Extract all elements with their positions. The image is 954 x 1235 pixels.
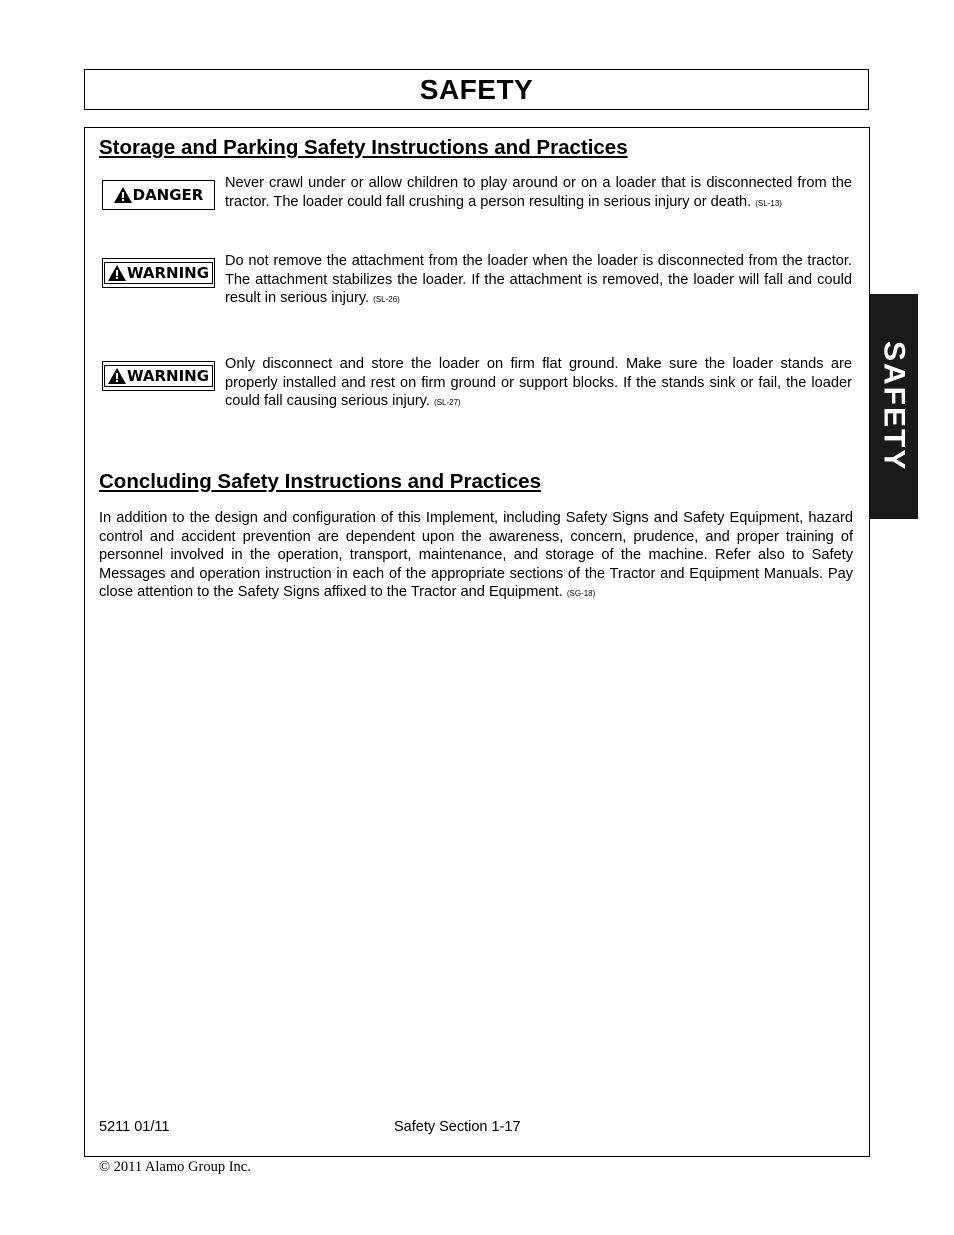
warning-message-attachment <box>225 252 852 310</box>
concluding-section-heading: Concluding Safety Instructions and Practices <box>99 470 541 493</box>
message-code: (SL-13) <box>755 198 782 208</box>
paragraph-code: (SG-18) <box>566 589 596 599</box>
message-text: Never crawl under or allow children to play around or on a loader that is disconnected from the tractor. The loader could fall crushing a person resulting in serious injury or death. <box>225 175 852 210</box>
message-code: (SL-26) <box>373 295 400 305</box>
copyright-notice: © 2011 Alamo Group Inc. <box>99 1159 251 1175</box>
message-code: (SL-27) <box>434 398 461 408</box>
warning-triangle-icon <box>108 368 126 384</box>
warning-message-storage <box>225 355 852 413</box>
warning-sign-label: WARNING <box>126 366 210 385</box>
warning-sign <box>102 361 215 391</box>
paragraph-text: In addition to the design and configuration of this Implement, including Safety Signs and Safety Equipment, hazard control and accident prevention are dependent upon the awareness, concern, prudence, and proper training of personnel involved in the operation, transport, maintenance, and storage of the machine. Refer also to Safety Messages and operation instruction in each of the appropriate sections of the Tractor and Equipment Manuals. Pay close attention to the Safety Signs affixed to the Tractor and Equipment. <box>99 510 853 601</box>
document-number: 5211 01/11 <box>99 1119 170 1135</box>
warning-sign <box>102 258 215 288</box>
page-header <box>84 69 869 110</box>
warning-sign-label: WARNING <box>126 263 210 282</box>
side-tab-label: SAFETY <box>877 341 911 472</box>
content-frame <box>84 127 870 1157</box>
warning-triangle-icon <box>114 187 132 203</box>
storage-section-heading: Storage and Parking Safety Instructions and Practices <box>99 136 628 159</box>
danger-sign-label: DANGER <box>132 185 204 204</box>
danger-message <box>225 174 852 213</box>
message-text: Only disconnect and store the loader on firm flat ground. Make sure the loader stands are properly installed and rest on firm ground or support blocks. If the stands sink or fail, the loader could fall causing serious injury. <box>225 356 852 410</box>
danger-sign <box>102 180 215 210</box>
concluding-paragraph <box>99 509 853 604</box>
warning-triangle-icon <box>108 265 126 281</box>
page-number: Safety Section 1-17 <box>394 1119 521 1135</box>
page-title: SAFETY <box>419 73 534 105</box>
message-text: Do not remove the attachment from the loader when the loader is disconnected from the tractor. The attachment stabilizes the loader. If the attachment is removed, the loader will fall and could result in serious injury. <box>225 253 852 307</box>
section-side-tab <box>869 294 918 519</box>
